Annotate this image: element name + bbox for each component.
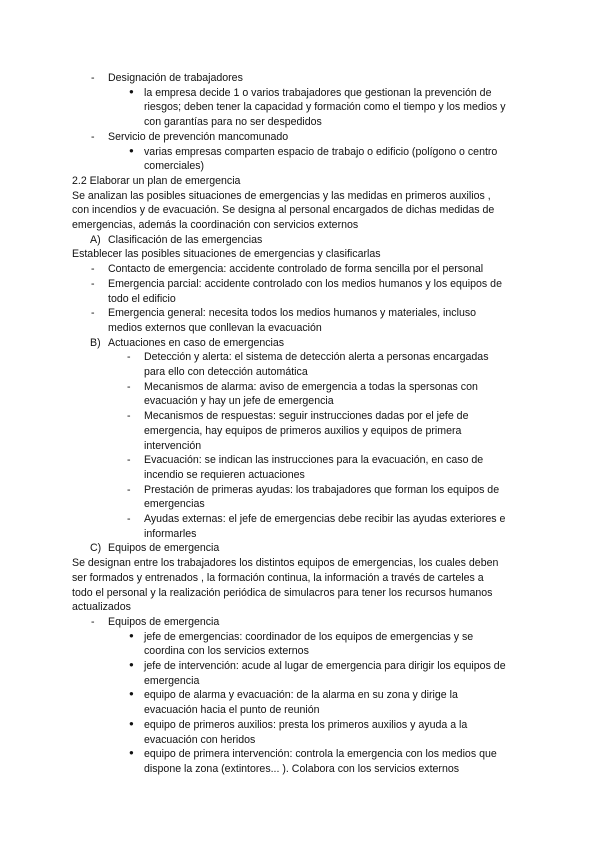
list-item-line: equipo de primeros auxilios: presta los primeros auxilios y ayuda a la	[144, 718, 468, 731]
list-item-line: Mecanismos de alarma: aviso de emergencia a todas la spersonas con	[144, 380, 478, 393]
list-item-line: emergencia	[144, 674, 200, 687]
list-item-title: Servicio de prevención mancomunado	[108, 130, 289, 143]
list-item-line: informarles	[144, 527, 197, 540]
list-item-line: coordina con los servicios externos	[144, 645, 309, 658]
list-item-line: evacuación y hay un jefe de emergencia	[144, 395, 334, 408]
dot-bullet: ●	[129, 689, 134, 699]
paragraph-line: Se analizan las posibles situaciones de emergencias y las medidas en primeros auxilios ,	[72, 189, 491, 202]
dot-bullet: ●	[129, 145, 134, 155]
list-item-line: incendio se requieren actuaciones	[144, 468, 305, 481]
paragraph-line: Se designan entre los trabajadores los distintos equipos de emergencias, los cuales deben	[72, 557, 499, 570]
dash-bullet: -	[91, 615, 95, 628]
dot-bullet: ●	[129, 86, 134, 96]
dash-bullet: -	[127, 351, 131, 364]
list-item-line: medios externos que conllevan la evacuación	[108, 321, 322, 334]
dash-bullet: -	[127, 513, 131, 525]
dash-bullet: -	[127, 380, 131, 393]
list-item-line: equipo de alarma y evacuación: de la alarma en su zona y dirige la	[144, 689, 458, 702]
section-label: C)	[90, 542, 102, 555]
paragraph-line: todo el personal y la realización periódica de simulacros para tener los recursos humanos	[72, 586, 493, 599]
list-item-line: intervención	[144, 439, 202, 452]
subsection-heading: Clasificación de las emergencias	[108, 233, 263, 246]
dash-bullet: -	[91, 72, 95, 84]
dash-bullet: -	[91, 277, 95, 290]
list-item-line: evacuación hacia el punto de reunión	[144, 704, 320, 717]
list-item-line: Detección y alerta: el sistema de detección alerta a personas encargadas	[144, 351, 489, 364]
subsection-heading: Actuaciones en caso de emergencias	[108, 336, 285, 349]
paragraph-line: emergencias, además la coordinación con servicios externos	[72, 219, 359, 231]
list-item-line: emergencias	[144, 498, 205, 511]
dash-bullet: -	[127, 483, 131, 496]
list-item-line: Evacuación: se indican las instrucciones para la evacuación, en caso de	[144, 454, 484, 467]
dash-bullet: -	[91, 307, 95, 320]
list-item-line: emergencia, hay equipos de primeros auxilios y equipos de primera	[144, 424, 462, 437]
list-item-line: jefe de intervención: acude al lugar de emergencia para dirigir los equipos de	[144, 660, 506, 672]
dash-bullet: -	[127, 410, 131, 423]
sub-list-line: riesgos; deben tener la capacidad y formación como el tiempo y los medios y	[144, 101, 506, 114]
dot-bullet: ●	[129, 748, 134, 758]
list-item-title: Equipos de emergencia	[108, 615, 220, 628]
list-item-line: Mecanismos de respuestas: seguir instrucciones dadas por el jefe de	[144, 410, 469, 423]
dot-bullet: ●	[129, 630, 134, 640]
dot-bullet: ●	[129, 660, 134, 669]
list-item-line: Emergencia general: necesita todos los medios humanos y materiales, incluso	[108, 307, 477, 320]
paragraph-line: ser formados y entrenados , la formación continua, la información a través de carteles a	[72, 571, 484, 584]
dash-bullet: -	[91, 263, 95, 276]
section-label: A)	[90, 233, 101, 246]
dash-bullet: -	[91, 130, 95, 143]
section-heading: 2.2 Elaborar un plan de emergencia	[72, 174, 241, 187]
list-item-line: Emergencia parcial: accidente controlado con los medios humanos y los equipos de	[108, 277, 502, 290]
list-item-line: Ayudas externas: el jefe de emergencias debe recibir las ayudas exteriores e	[144, 513, 506, 525]
list-item-title: Designación de trabajadores	[108, 72, 243, 84]
paragraph-line: actualizados	[72, 601, 131, 614]
list-item-line: equipo de primera intervención: controla la emergencia con los medios que	[144, 748, 497, 761]
list-item-line: jefe de emergencias: coordinador de los equipos de emergencias y se	[144, 630, 474, 643]
list-item-line: para ello con detección automática	[144, 366, 308, 378]
sub-list-line: la empresa decide 1 o varios trabajadores que gestionan la prevención de	[144, 86, 492, 99]
paragraph-line: con incendios y de evacuación. Se designa al personal encargados de dichas medidas de	[72, 204, 495, 217]
subsection-heading: Equipos de emergencia	[108, 542, 220, 555]
paragraph-line: Establecer las posibles situaciones de emergencias y clasificarlas	[72, 248, 381, 261]
section-label: B)	[90, 336, 101, 349]
sub-list-line: varias empresas comparten espacio de trabajo o edificio (polígono o centro	[144, 145, 498, 158]
sub-list-line: comerciales)	[144, 160, 205, 173]
list-item-line: Contacto de emergencia: accidente controlado de forma sencilla por el personal	[108, 263, 484, 276]
dash-bullet: -	[127, 454, 131, 467]
sub-list-line: con garantías para no ser despedidos	[144, 116, 322, 129]
list-item-line: Prestación de primeras ayudas: los trabajadores que forman los equipos de	[144, 483, 500, 496]
list-item-line: dispone la zona (extintores... ). Colabora con los servicios externos	[144, 762, 460, 775]
list-item-line: evacuación con heridos	[144, 733, 256, 746]
list-item-line: todo el edificio	[108, 292, 176, 305]
dot-bullet: ●	[129, 718, 134, 728]
